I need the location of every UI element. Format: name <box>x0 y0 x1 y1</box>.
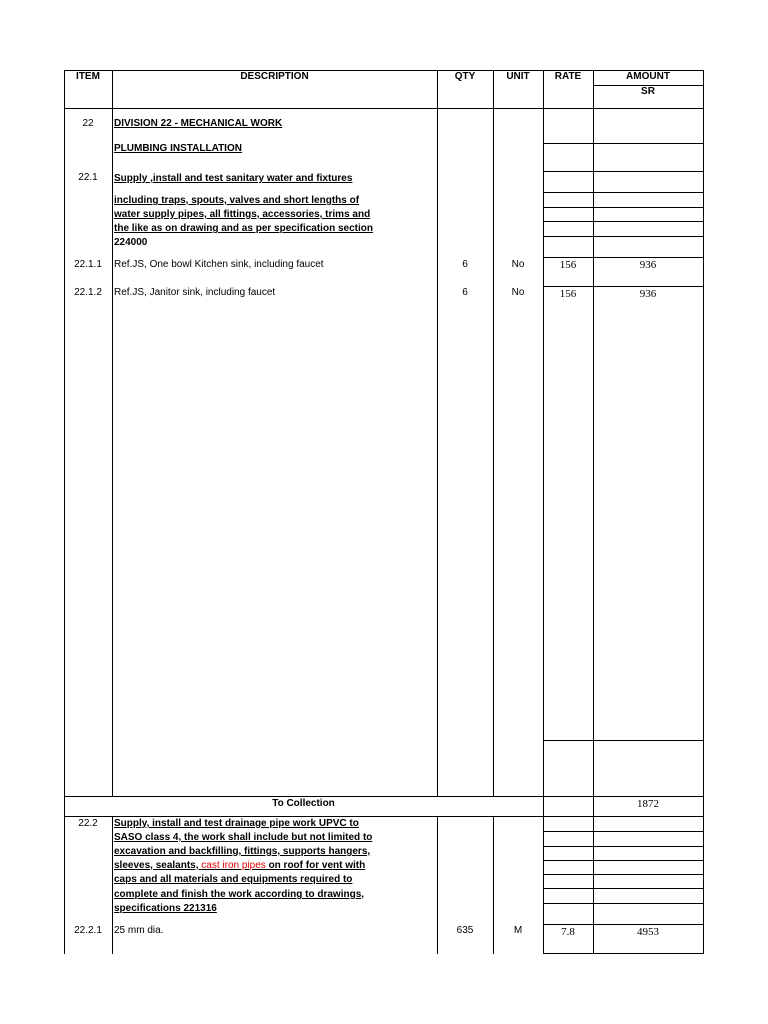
rate-amount-rule <box>543 221 704 222</box>
group-description-line: caps and all materials and equipments required to <box>114 874 353 885</box>
rate-amount-rule <box>543 888 704 889</box>
row-rate: 156 <box>559 288 577 300</box>
header-item: ITEM <box>76 71 100 82</box>
highlighted-text: cast iron pipes <box>201 860 266 871</box>
header-qty: QTY <box>454 71 476 82</box>
row-amount: 936 <box>639 259 657 271</box>
row-qty: 6 <box>462 259 468 270</box>
description-text-segment: on roof for vent with <box>268 860 366 871</box>
rate-amount-rule <box>543 192 704 193</box>
rate-amount-rule <box>543 831 704 832</box>
collection-row-top-border <box>64 796 704 797</box>
row-qty: 635 <box>456 925 474 936</box>
group-description-line: Supply, install and test drainage pipe work UPVC to <box>114 818 359 829</box>
row-amount: 4953 <box>637 926 659 938</box>
group-item-number: 22.1 <box>78 172 98 183</box>
group-description-line: the like as on drawing and as per specification section <box>114 223 373 234</box>
rate-amount-rule <box>543 903 704 904</box>
rate-amount-rule <box>543 924 704 925</box>
rate-amount-rule <box>543 740 704 741</box>
item-column-divider <box>112 816 113 954</box>
header-unit: UNIT <box>506 71 530 82</box>
table-right-border <box>703 70 704 954</box>
row-item-number: 22.2.1 <box>74 925 102 936</box>
item-column-divider <box>112 70 113 796</box>
section-item-number: 22 <box>82 118 94 129</box>
description-column-divider <box>437 70 438 796</box>
row-qty: 6 <box>462 287 468 298</box>
group-description-line: SASO class 4, the work shall include but not limited to <box>114 832 373 843</box>
rate-amount-rule <box>543 953 704 954</box>
group-description-line: water supply pipes, all fittings, accessories, trims and <box>114 209 371 220</box>
description-text-segment: sleeves, sealants, <box>114 860 202 871</box>
collection-amount: 1872 <box>637 798 659 810</box>
group-description-line: 224000 <box>114 237 148 248</box>
header-bottom-border <box>64 108 704 109</box>
rate-amount-rule <box>543 207 704 208</box>
rate-amount-rule <box>543 257 704 258</box>
header-amount: AMOUNT <box>626 71 670 82</box>
collection-row-bottom-border <box>64 816 704 817</box>
row-unit: No <box>511 287 525 298</box>
group-description-line: specifications 221316 <box>114 903 217 914</box>
group-description-line: including traps, spouts, valves and short lengths of <box>114 195 360 206</box>
unit-column-divider <box>543 70 544 954</box>
rate-amount-rule <box>543 860 704 861</box>
group-description-line: complete and finish the work according to drawings, <box>114 889 365 900</box>
row-rate: 156 <box>559 259 577 271</box>
row-description: Ref.JS, Janitor sink, including faucet <box>114 287 276 298</box>
row-description: 25 mm dia. <box>114 925 164 936</box>
section-subtitle: PLUMBING INSTALLATION <box>114 143 242 154</box>
division-title: DIVISION 22 - MECHANICAL WORK <box>114 118 283 129</box>
group-description-line: excavation and backfilling, fittings, supports hangers, <box>114 846 371 857</box>
row-rate: 7.8 <box>561 926 575 938</box>
row-item-number: 22.1.2 <box>74 287 102 298</box>
rate-amount-rule <box>543 171 704 172</box>
qty-column-divider <box>493 70 494 796</box>
header-rate: RATE <box>554 71 582 82</box>
rate-amount-rule <box>543 874 704 875</box>
row-unit: M <box>513 925 523 936</box>
row-amount: 936 <box>639 288 657 300</box>
rate-amount-rule <box>543 143 704 144</box>
row-description: Ref.JS, One bowl Kitchen sink, including faucet <box>114 259 324 270</box>
rate-column-divider <box>593 70 594 954</box>
rate-amount-rule <box>543 846 704 847</box>
row-unit: No <box>511 259 525 270</box>
header-description: DESCRIPTION <box>240 71 309 82</box>
row-item-number: 22.1.1 <box>74 259 102 270</box>
group-description-line: Supply ,install and test sanitary water and fixtures <box>114 173 353 184</box>
header-currency: SR <box>641 86 655 97</box>
group-item-number: 22.2 <box>78 818 98 829</box>
group-description-line-mixed <box>114 860 365 872</box>
collection-label: To Collection <box>272 798 335 809</box>
rate-amount-rule <box>543 236 704 237</box>
rate-amount-rule <box>543 286 704 287</box>
